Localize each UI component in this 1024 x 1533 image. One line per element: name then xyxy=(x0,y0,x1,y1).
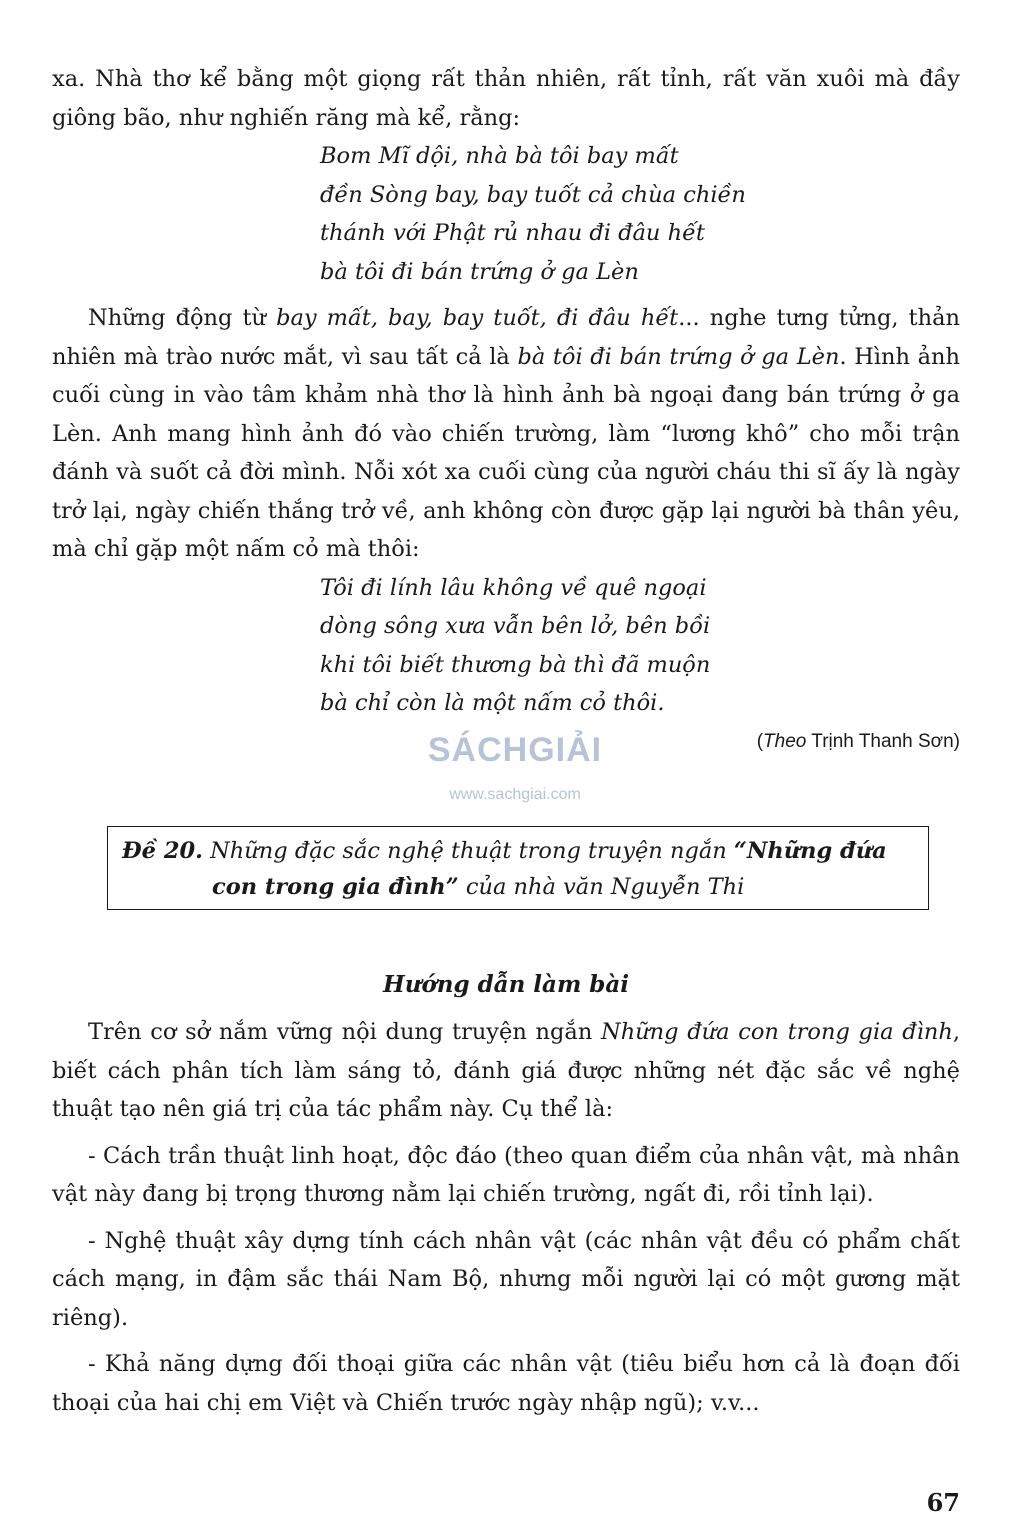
bullet-item: - Nghệ thuật xây dựng tính cách nhân vật (các nhân vật đều có phẩm chất cách mạng, in đậm sắc thái Nam Bộ, nhưng mỗi người lại có một gương mặt riêng). xyxy=(52,1227,960,1331)
poem-line: dòng sông xưa vẫn bên lở, bên bồi xyxy=(320,613,711,639)
topic-line-1: Đề 20. Những đặc sắc nghệ thuật trong truyện ngắn “Những đứa xyxy=(122,838,887,864)
bullet-item: - Khả năng dựng đối thoại giữa các nhân vật (tiêu biểu hơn cả là đoạn đối thoại của hai chị em Việt và Chiến trước ngày nhập ngũ); v.v... xyxy=(52,1351,960,1416)
guidance-text-block xyxy=(52,1013,960,1422)
intro-paragraph: Trên cơ sở nắm vững nội dung truyện ngắn Những đứa con trong gia đình, biết cách phân tích làm sáng tỏ, đánh giá được những nét đặc sắc về nghệ thuật tạo nên giá trị của tác phẩm này. Cụ thể là: xyxy=(52,1019,960,1122)
poem-line: khi tôi biết thương bà thì đã muộn xyxy=(320,651,711,678)
poem-line: bà tôi đi bán trứng ở ga Lèn xyxy=(320,258,639,285)
upper-text-block xyxy=(52,60,960,755)
poem-line: Tôi đi lính lâu không về quê ngoại xyxy=(320,574,707,601)
poem-line: Bom Mĩ dội, nhà bà tôi bay mất xyxy=(320,143,679,169)
topic-line-2: con trong gia đình” của nhà văn Nguyễn Thi xyxy=(212,874,745,900)
topic-box xyxy=(107,826,929,910)
poem-stanza-2 xyxy=(320,569,960,723)
analysis-paragraph: Những động từ bay mất, bay, bay tuốt, đi đâu hết... nghe tưng tửng, thản nhiên mà trào nước mắt, vì sau tất cả là bà tôi đi bán trứng ở ga Lèn. Hình ảnh cuối cùng in vào tâm khảm nhà thơ là hình ảnh bà ngoại đang bán trứng ở ga Lèn. Anh mang hình ảnh đó vào chiến trường, làm “lương khô” cho mỗi trận đánh và suốt cả đời mình. Nỗi xót xa cuối cùng của người cháu thi sĩ ấy là ngày trở lại, ngày chiến thắng trở về, anh không còn được gặp lại người bà thân yêu, mà chỉ gặp một nấm cỏ mà thôi: xyxy=(52,305,961,562)
poem-line: bà chỉ còn là một nấm cỏ thôi. xyxy=(320,690,665,716)
watermark-url: www.sachgiai.com xyxy=(449,786,581,803)
poem-line: thánh với Phật rủ nhau đi đâu hết xyxy=(320,220,705,246)
watermark-logo: SÁCHGIẢI xyxy=(427,731,603,769)
poem-line: đền Sòng bay, bay tuốt cả chùa chiền xyxy=(320,181,746,208)
top-paragraph: xa. Nhà thơ kể bằng một giọng rất thản nhiên, rất tỉnh, rất văn xuôi mà đầy giông bão, như nghiến răng mà kể, rằng: xyxy=(52,66,960,131)
page-number: 67 xyxy=(926,1488,960,1517)
poem-stanza-1 xyxy=(320,137,960,291)
source-citation: (Theo Trịnh Thanh Sơn) xyxy=(756,730,960,752)
watermark xyxy=(410,730,620,806)
section-heading: Hướng dẫn làm bài xyxy=(382,971,630,998)
bullet-item: - Cách trần thuật linh hoạt, độc đáo (theo quan điểm của nhân vật, mà nhân vật này đang bị trọng thương nằm lại chiến trường, ngất đi, rồi tỉnh lại). xyxy=(52,1142,960,1207)
